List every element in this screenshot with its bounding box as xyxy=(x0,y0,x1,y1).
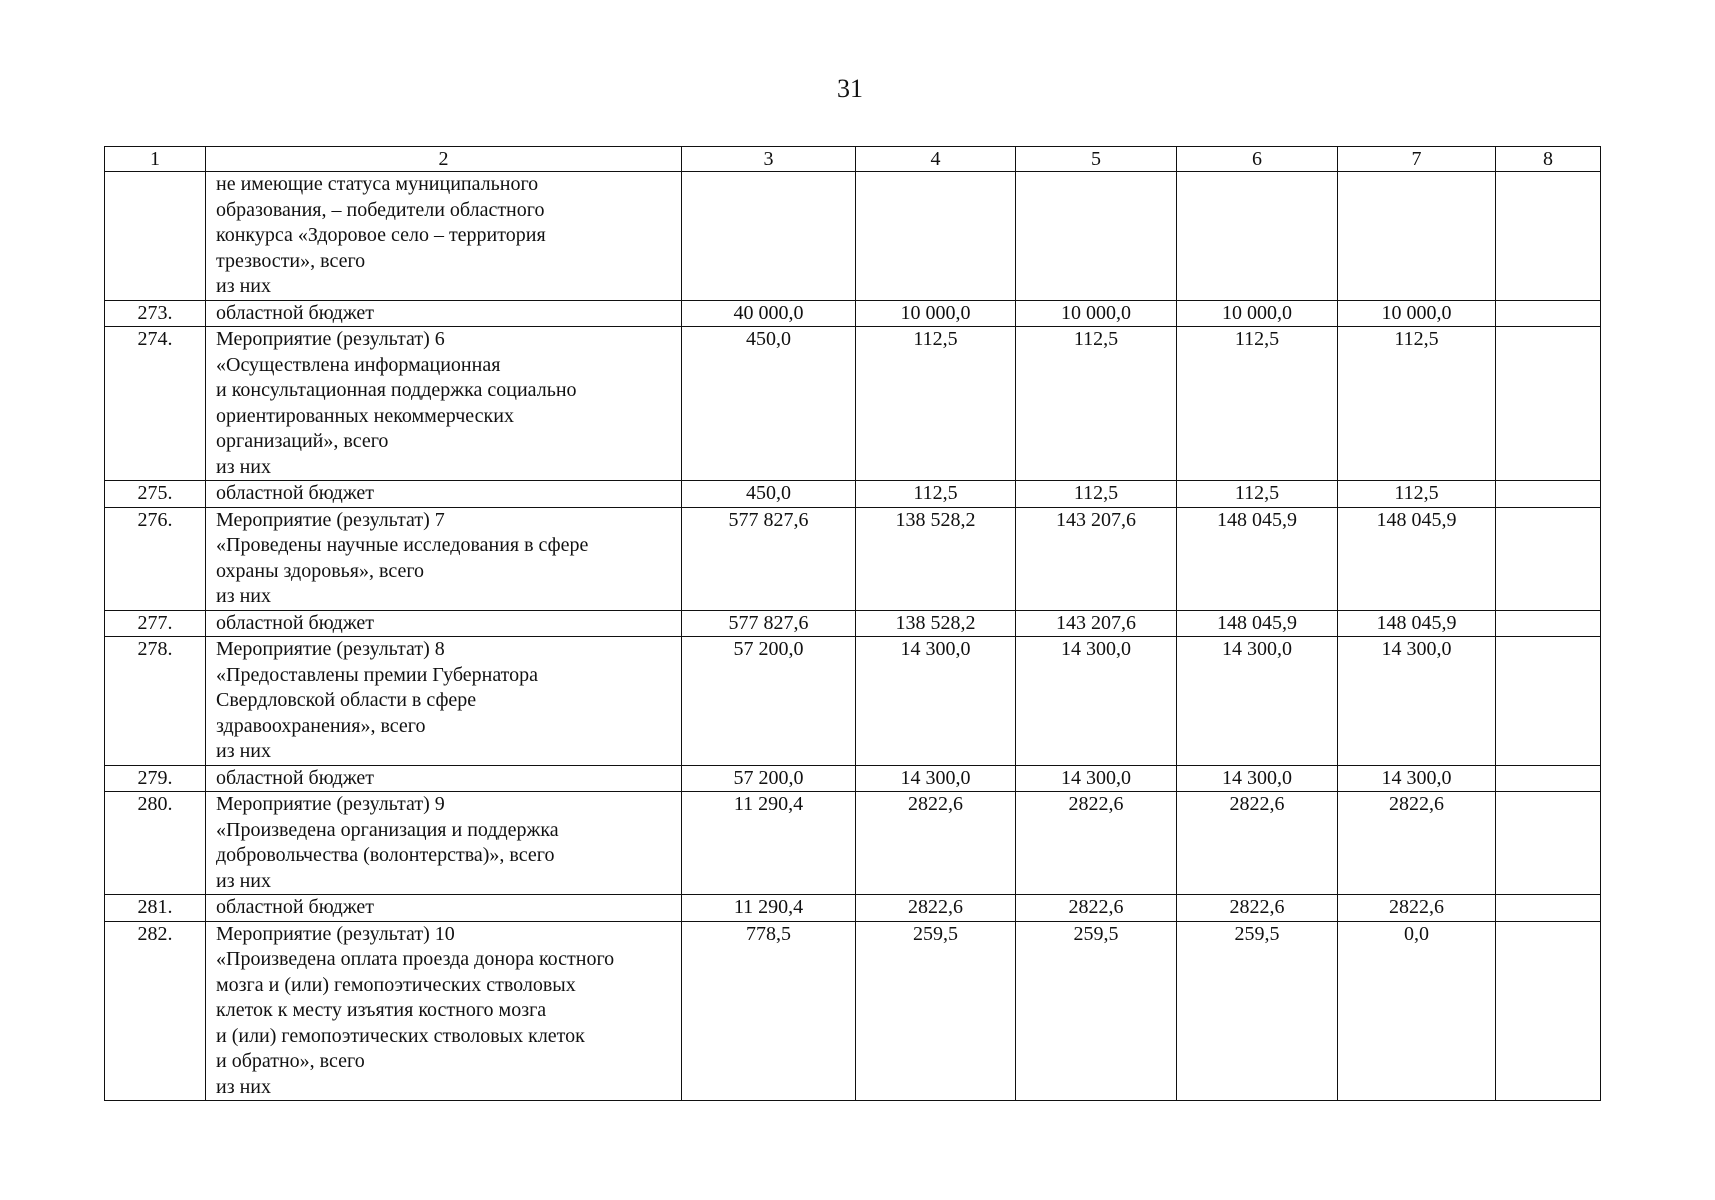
description-line: и обратно», всего xyxy=(216,1050,365,1072)
column-header: 8 xyxy=(1496,147,1601,172)
description-line: областной бюджет xyxy=(216,766,375,789)
description-line: Мероприятие (результат) 10 xyxy=(216,922,455,945)
description-line: здравоохранения», всего xyxy=(216,714,426,737)
value-cell-col-8 xyxy=(1496,327,1601,481)
value-cell-col-4: 2822,6 xyxy=(856,792,1016,895)
description-line: «Произведена оплата проезда донора костного xyxy=(216,948,615,970)
value-cell-col-8 xyxy=(1496,792,1601,895)
table-row xyxy=(105,921,1601,1101)
value-cell-col-3: 57 200,0 xyxy=(682,637,856,766)
column-header: 3 xyxy=(682,147,856,172)
table-row xyxy=(105,765,1601,792)
value-cell-col-6: 10 000,0 xyxy=(1177,300,1338,327)
value-cell-col-4: 259,5 xyxy=(856,921,1016,1101)
value-cell-col-4: 138 528,2 xyxy=(856,610,1016,637)
value-cell-col-8 xyxy=(1496,507,1601,610)
value-cell-col-5: 143 207,6 xyxy=(1016,507,1177,610)
row-description xyxy=(206,610,682,637)
description-line: и консультационная поддержка социально xyxy=(216,379,577,401)
value-cell-col-6: 112,5 xyxy=(1177,481,1338,508)
value-cell-col-3: 778,5 xyxy=(682,921,856,1101)
value-cell-col-6: 259,5 xyxy=(1177,921,1338,1101)
table-row xyxy=(105,637,1601,766)
column-header: 7 xyxy=(1338,147,1496,172)
value-cell-col-4: 138 528,2 xyxy=(856,507,1016,610)
value-cell-col-6: 112,5 xyxy=(1177,327,1338,481)
value-cell-col-8 xyxy=(1496,637,1601,766)
row-number: 276. xyxy=(105,507,206,610)
description-line: ориентированных некоммерческих xyxy=(216,404,514,427)
description-line: Мероприятие (результат) 7 xyxy=(216,508,445,531)
row-description xyxy=(206,921,682,1101)
value-cell-col-3 xyxy=(682,172,856,301)
value-cell-col-5: 14 300,0 xyxy=(1016,765,1177,792)
description-line: организаций», всего xyxy=(216,430,389,452)
column-header: 5 xyxy=(1016,147,1177,172)
value-cell-col-6: 148 045,9 xyxy=(1177,610,1338,637)
value-cell-col-3: 450,0 xyxy=(682,481,856,508)
description-line: «Осуществлена информационная xyxy=(216,353,501,376)
table-body xyxy=(105,147,1601,1101)
column-header: 6 xyxy=(1177,147,1338,172)
description-line: охраны здоровья», всего xyxy=(216,559,425,582)
value-cell-col-7: 14 300,0 xyxy=(1338,765,1496,792)
description-line: областной бюджет xyxy=(216,611,375,634)
value-cell-col-5: 2822,6 xyxy=(1016,792,1177,895)
table-row xyxy=(105,895,1601,922)
table-row xyxy=(105,172,1601,301)
value-cell-col-7: 148 045,9 xyxy=(1338,610,1496,637)
value-cell-col-8 xyxy=(1496,765,1601,792)
description-line: из них xyxy=(216,585,272,607)
value-cell-col-6: 2822,6 xyxy=(1177,792,1338,895)
description-line: трезвости», всего xyxy=(216,249,366,272)
value-cell-col-5: 143 207,6 xyxy=(1016,610,1177,637)
value-cell-col-5 xyxy=(1016,172,1177,301)
description-line: Мероприятие (результат) 8 xyxy=(216,638,445,660)
value-cell-col-6: 14 300,0 xyxy=(1177,637,1338,766)
row-number: 281. xyxy=(105,895,206,922)
row-number: 279. xyxy=(105,765,206,792)
description-line: «Произведена организация и поддержка xyxy=(216,818,559,841)
value-cell-col-6: 14 300,0 xyxy=(1177,765,1338,792)
row-description xyxy=(206,792,682,895)
column-header: 4 xyxy=(856,147,1016,172)
description-line: из них xyxy=(216,275,272,297)
row-description xyxy=(206,481,682,508)
description-line: конкурса «Здоровое село – территория xyxy=(216,224,546,246)
description-line: областной бюджет xyxy=(216,301,375,324)
value-cell-col-7: 0,0 xyxy=(1338,921,1496,1101)
value-cell-col-7: 10 000,0 xyxy=(1338,300,1496,327)
description-line: добровольчества (волонтерства)», всего xyxy=(216,844,555,866)
value-cell-col-7: 2822,6 xyxy=(1338,792,1496,895)
value-cell-col-3: 450,0 xyxy=(682,327,856,481)
description-line: клеток к месту изъятия костного мозга xyxy=(216,999,547,1021)
description-line: Мероприятие (результат) 6 xyxy=(216,328,445,350)
value-cell-col-3: 11 290,4 xyxy=(682,792,856,895)
description-line: из них xyxy=(216,740,272,762)
description-line: областной бюджет xyxy=(216,896,375,918)
table-row xyxy=(105,327,1601,481)
row-description xyxy=(206,637,682,766)
value-cell-col-8 xyxy=(1496,921,1601,1101)
description-line: не имеющие статуса муниципального xyxy=(216,173,539,195)
value-cell-col-5: 112,5 xyxy=(1016,481,1177,508)
column-header: 1 xyxy=(105,147,206,172)
value-cell-col-3: 40 000,0 xyxy=(682,300,856,327)
row-number: 273. xyxy=(105,300,206,327)
value-cell-col-4: 112,5 xyxy=(856,327,1016,481)
row-number: 274. xyxy=(105,327,206,481)
value-cell-col-8 xyxy=(1496,895,1601,922)
value-cell-col-8 xyxy=(1496,300,1601,327)
column-header: 2 xyxy=(206,147,682,172)
description-line: из них xyxy=(216,1075,272,1098)
value-cell-col-4 xyxy=(856,172,1016,301)
header-row xyxy=(105,147,1601,172)
value-cell-col-4: 112,5 xyxy=(856,481,1016,508)
value-cell-col-5: 259,5 xyxy=(1016,921,1177,1101)
description-line: «Предоставлены премии Губернатора xyxy=(216,663,539,686)
value-cell-col-4: 10 000,0 xyxy=(856,300,1016,327)
value-cell-col-7: 148 045,9 xyxy=(1338,507,1496,610)
row-number: 280. xyxy=(105,792,206,895)
value-cell-col-8 xyxy=(1496,172,1601,301)
value-cell-col-5: 2822,6 xyxy=(1016,895,1177,922)
value-cell-col-5: 14 300,0 xyxy=(1016,637,1177,766)
value-cell-col-7: 112,5 xyxy=(1338,481,1496,508)
value-cell-col-7: 2822,6 xyxy=(1338,895,1496,922)
description-line: из них xyxy=(216,455,272,478)
value-cell-col-7: 14 300,0 xyxy=(1338,637,1496,766)
value-cell-col-6 xyxy=(1177,172,1338,301)
row-number xyxy=(105,172,206,301)
row-description xyxy=(206,327,682,481)
value-cell-col-4: 2822,6 xyxy=(856,895,1016,922)
value-cell-col-5: 112,5 xyxy=(1016,327,1177,481)
row-number: 275. xyxy=(105,481,206,508)
value-cell-col-3: 11 290,4 xyxy=(682,895,856,922)
value-cell-col-6: 2822,6 xyxy=(1177,895,1338,922)
value-cell-col-4: 14 300,0 xyxy=(856,765,1016,792)
row-description xyxy=(206,765,682,792)
row-number: 277. xyxy=(105,610,206,637)
description-line: из них xyxy=(216,869,272,892)
page-number: 31 xyxy=(837,74,863,103)
value-cell-col-8 xyxy=(1496,610,1601,637)
value-cell-col-3: 577 827,6 xyxy=(682,507,856,610)
budget-table xyxy=(104,146,1601,1101)
row-description xyxy=(206,507,682,610)
value-cell-col-7: 112,5 xyxy=(1338,327,1496,481)
table-row xyxy=(105,792,1601,895)
description-line: Свердловской области в сфере xyxy=(216,689,477,711)
table-row xyxy=(105,300,1601,327)
row-description xyxy=(206,895,682,922)
value-cell-col-4: 14 300,0 xyxy=(856,637,1016,766)
table-row xyxy=(105,610,1601,637)
value-cell-col-3: 577 827,6 xyxy=(682,610,856,637)
row-number: 278. xyxy=(105,637,206,766)
table-row xyxy=(105,507,1601,610)
description-line: образования, – победители областного xyxy=(216,198,545,221)
description-line: «Проведены научные исследования в сфере xyxy=(216,534,589,556)
table-row xyxy=(105,481,1601,508)
description-line: мозга и (или) гемопоэтических стволовых xyxy=(216,973,576,996)
value-cell-col-7 xyxy=(1338,172,1496,301)
row-description xyxy=(206,300,682,327)
value-cell-col-6: 148 045,9 xyxy=(1177,507,1338,610)
description-line: областной бюджет xyxy=(216,482,375,504)
row-number: 282. xyxy=(105,921,206,1101)
description-line: и (или) гемопоэтических стволовых клеток xyxy=(216,1024,585,1047)
value-cell-col-5: 10 000,0 xyxy=(1016,300,1177,327)
value-cell-col-8 xyxy=(1496,481,1601,508)
row-description xyxy=(206,172,682,301)
value-cell-col-3: 57 200,0 xyxy=(682,765,856,792)
description-line: Мероприятие (результат) 9 xyxy=(216,793,445,815)
